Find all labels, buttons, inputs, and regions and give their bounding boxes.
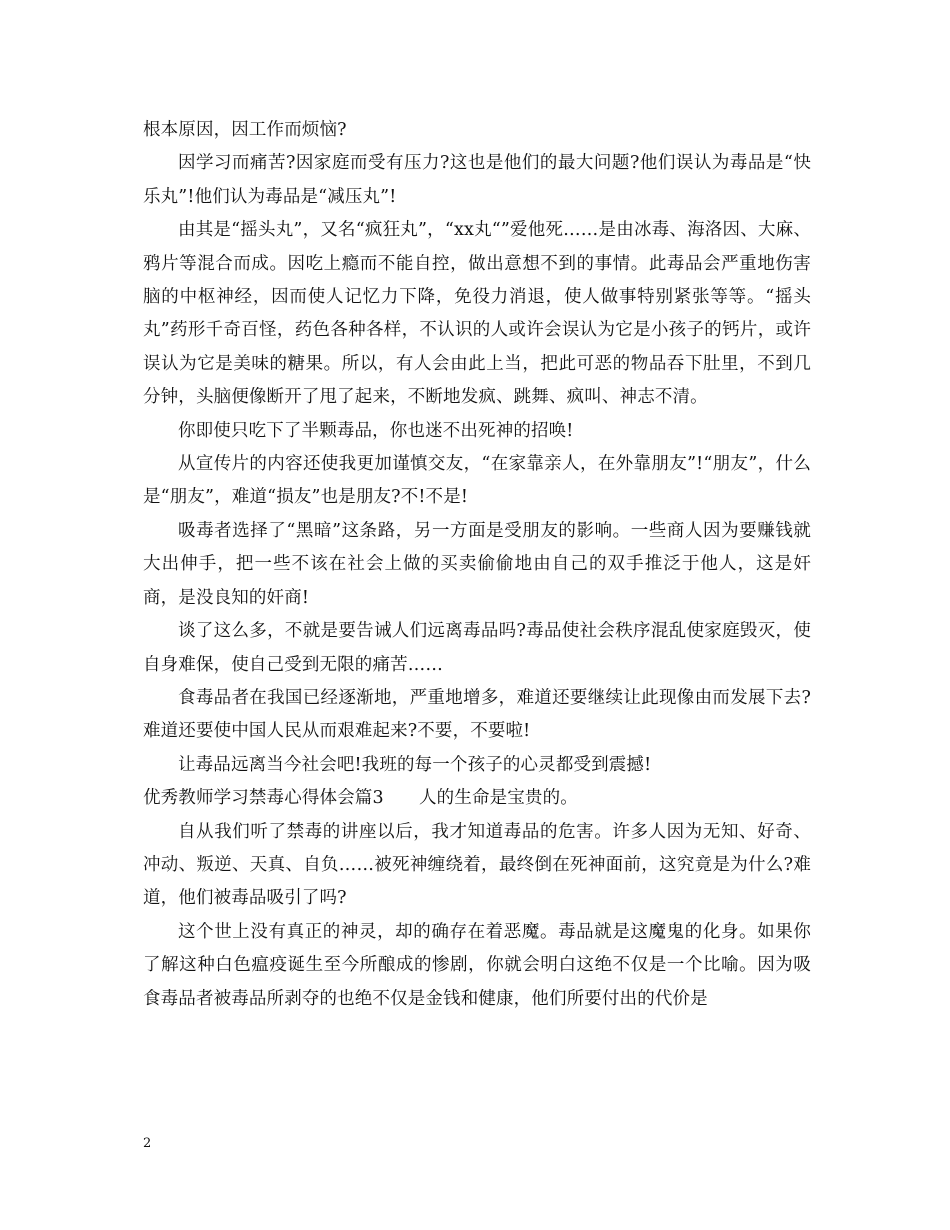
document-body — [143, 114, 811, 1016]
paragraph-1: 因学习而痛苦?因家庭而受有压力?这也是他们的最大问题?他们误认为毒品是“快乐丸”!他们认为毒品是“减压丸”! — [143, 153, 811, 207]
paragraph-2: 由其是“摇头丸”，又名“疯狂丸”，“xx丸“”爱他死……是由冰毒、海洛因、大麻、鸦片等混合而成。因吃上瘾而不能自控，做出意想不到的事情。此毒品会严重地伤害脑的中枢神经，因而使人记忆力下降，免役力消退，使人做事特别紧张等等。“摇头丸”药形千奇百怪，药色各种各样，不认识的人或许会误认为它是小孩子的钙片，或许误认为它是美味的糖果。所以，有人会由此上当，把此可恶的物品吞下肚里，不到几分钟，头脑便像断开了甩了起来，不断地发疯、跳舞、疯叫、神志不清。 — [143, 220, 811, 408]
paragraph-4: 从宣传片的内容还使我更加谨慎交友，“在家靠亲人，在外靠朋友”!“朋友”，什么是“朋友”，难道“损友”也是朋友?不!不是! — [143, 454, 811, 508]
paragraph-5: 吸毒者选择了“黑暗”这条路，另一方面是受朋友的影响。一些商人因为要赚钱就大出伸手，把一些不该在社会上做的买卖偷偷地由自己的双手推泛于他人，这是奸商，是没良知的奸商! — [143, 520, 811, 608]
paragraph-10: 自从我们听了禁毒的讲座以后，我才知道毒品的危害。许多人因为无知、好奇、冲动、叛逆、天真、自负……被死神缠绕着，最终倒在死神面前，这究竟是为什么?难道，他们被毒品吸引了吗? — [143, 821, 811, 909]
page-number: 2 — [143, 1136, 152, 1151]
paragraph-8: 让毒品远离当今社会吧!我班的每一个孩子的心灵都受到震撼! — [178, 754, 652, 775]
section-heading: 优秀教师学习禁毒心得体会篇3 人的生命是宝贵的。 — [143, 788, 578, 809]
paragraph-3: 你即使只吃下了半颗毒品，你也迷不出死神的招唤! — [178, 420, 574, 441]
paragraph-11: 这个世上没有真正的神灵，却的确存在着恶魔。毒品就是这魔鬼的化身。如果你了解这种白色瘟疫诞生至今所酿成的惨剧，你就会明白这绝不仅是一个比喻。因为吸食毒品者被毒品所剥夺的也绝不仅是金钱和健康，他们所要付出的代价是 — [143, 921, 811, 1009]
paragraph-6: 谈了这么多，不就是要告诫人们远离毒品吗?毒品使社会秩序混乱使家庭毁灭，使自身难保，使自己受到无限的痛苦…… — [143, 621, 811, 675]
paragraph-0: 根本原因，因工作而烦恼? — [143, 120, 347, 140]
paragraph-7: 食毒品者在我国已经逐渐地，严重地增多，难道还要继续让此现像由而发展下去?难道还要使中国人民从而艰难起来?不要，不要啦! — [143, 687, 811, 742]
